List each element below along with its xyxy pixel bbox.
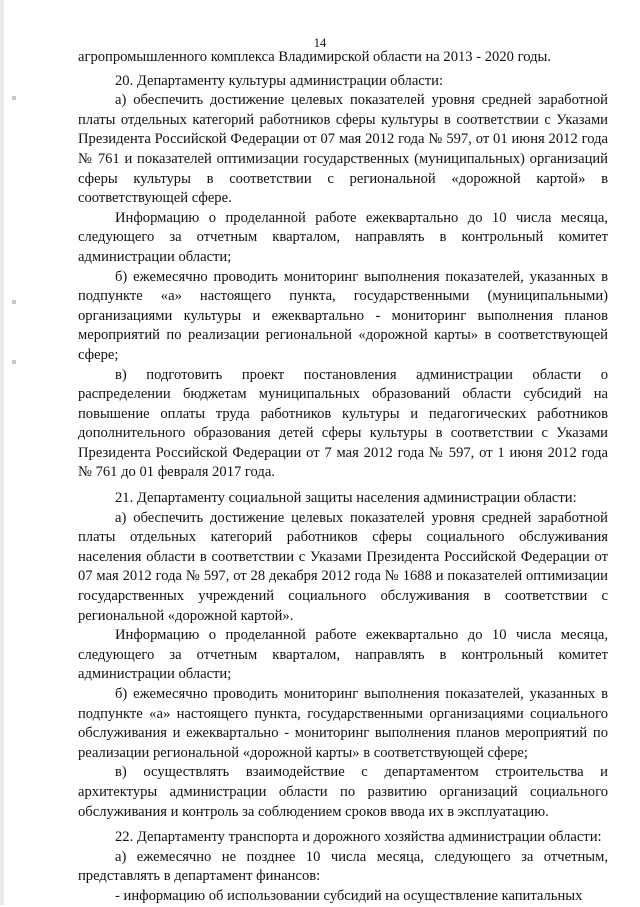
section-21-item-c: в) осуществлять взаимодействие с департаментом строительства и архитектуры администрации области по развитию организаций социального обслуживания и контроль за соблюдением сроков ввода их в эксплуатацию.	[78, 764, 608, 820]
section-20-item-a: а) обеспечить достижение целевых показателей уровня средней заработной платы отдельных категорий работников сферы культуры в соответствии с Указами Президента Российской Федерации от 07 мая 2012 года № 597, от 01 июня 2012 года № 761 и показателей оптимизации государственных (муниципальных) организаций сферы культуры в соответствии с региональной «дорожной картой» в соответствующей сфере.	[78, 92, 608, 207]
section-20-item-c: в) подготовить проект постановления администрации области о распределении бюджетам муниципальных образований области субсидий на повышение оплаты труда работников культуры и педагогических работников дополнительного образования детей сферы культуры в соответствии с Указами Президента Российской Федерации от 7 мая 2012 года № 597, от 1 июня 2012 года № 761 до 01 февраля 2017 года.	[78, 366, 608, 481]
section-22-heading: 22. Департаменту транспорта и дорожного хозяйства администрации области:	[115, 829, 602, 846]
section-21-heading: 21. Департаменту социальной защиты населения администрации области:	[115, 490, 577, 507]
scan-edge	[0, 0, 4, 905]
page-number: 14	[313, 36, 327, 50]
scan-mark	[12, 300, 16, 304]
scan-mark	[12, 360, 16, 364]
section-22-item-a: а) ежемесячно не позднее 10 числа месяца, следующего за отчетным, представлять в департамент финансов:	[78, 848, 608, 885]
section-22-item-a-bullet: - информацию об использовании субсидий на осуществление капитальных	[115, 887, 583, 904]
section-20-heading: 20. Департаменту культуры администрации области:	[115, 72, 444, 89]
section-21-item-b: б) ежемесячно проводить мониторинг выполнения показателей, указанных в подпункте «а» настоящего пункта, государственными организациями социального обслуживания и ежеквартально - мониторинг выполнения планов мероприятий по реализации региональной «дорожной карты» в соответствующей сфере;	[78, 686, 608, 761]
scan-mark	[12, 96, 16, 100]
section-21-reporting: Информацию о проделанной работе ежеквартально до 10 числа месяца, следующего за отчетным кварталом, направлять в контрольный комитет администрации области;	[78, 627, 608, 683]
section-21-item-a: а) обеспечить достижение целевых показателей уровня средней заработной платы отдельных категорий работников сферы социального обслуживания населения области в соответствии с Указами Президента Российской Федерации от 07 мая 2012 года № 597, от 28 декабря 2012 года № 1688 и показателей оптимизации государственных учреждений социального обслуживания в соответствии с региональной «дорожной картой».	[78, 509, 608, 624]
section-20-reporting: Информацию о проделанной работе ежеквартально до 10 числа месяца, следующего за отчетным кварталом, направлять в контрольный комитет администрации области;	[78, 209, 608, 265]
document-body	[78, 48, 608, 907]
section-20-item-b: б) ежемесячно проводить мониторинг выполнения показателей, указанных в подпункте «а» настоящего пункта, государственными (муниципальными) организациями культуры и ежеквартально - мониторинг выполнения планов мероприятий по реализации региональной «дорожной карты» в соответствующей сфере;	[78, 268, 608, 363]
paragraph-continuation: агропромышленного комплекса Владимирской области на 2013 - 2020 годы.	[78, 49, 551, 65]
